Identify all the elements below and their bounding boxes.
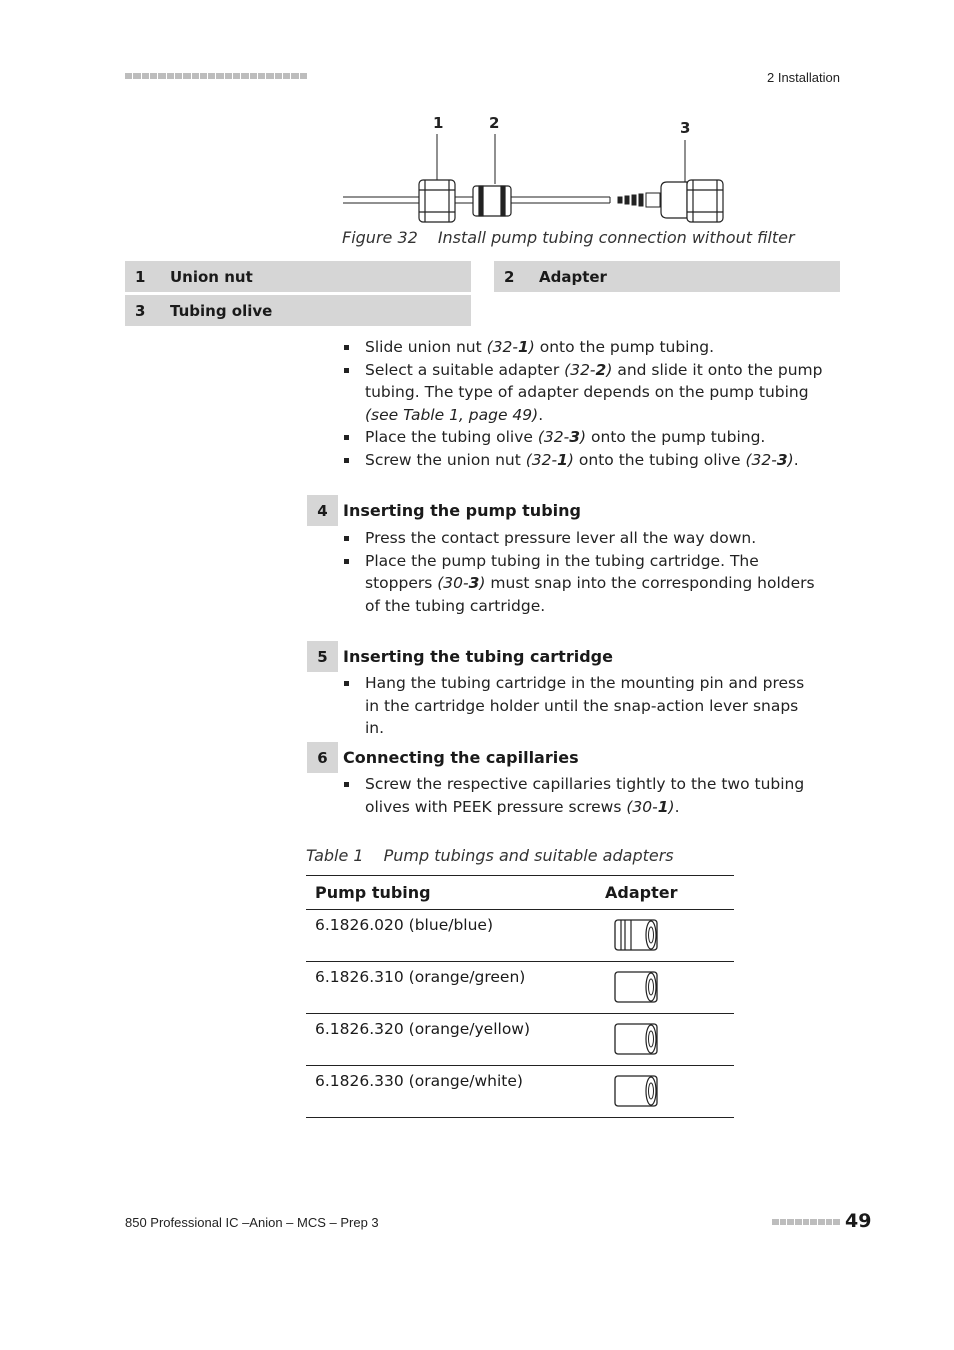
legend-item-adapter: [494, 261, 840, 292]
list-item: Slide union nut (32-1) onto the pump tubing.: [342, 336, 842, 359]
plain-adapter-icon: [613, 1022, 659, 1056]
list-item: Screw the respective capillaries tightly to the two tubing olives with PEEK pressure screws (30-1).: [342, 773, 822, 818]
step-4-bullet-list: [342, 527, 822, 617]
table-row: [306, 1065, 734, 1118]
plain-adapter-icon: [613, 1074, 659, 1108]
table-caption: [306, 846, 674, 865]
intro-bullet-list: [342, 336, 842, 471]
legend-item-tubing-olive: [125, 295, 471, 326]
table-row: [306, 961, 734, 1013]
step-number: 5: [307, 641, 338, 672]
adapter-cell: [605, 962, 734, 1013]
adapter-cell: [605, 1066, 734, 1117]
list-item: Hang the tubing cartridge in the mounting pin and press in the cartridge holder until the snap-action lever snaps in.: [342, 672, 822, 740]
legend-label: Adapter: [539, 267, 607, 286]
column-header-pump-tubing: Pump tubing: [315, 883, 431, 902]
step-heading-5: [307, 641, 613, 672]
step-title: Connecting the capillaries: [343, 748, 579, 767]
figure-caption-label: Figure 32: [342, 228, 418, 247]
step-number: 4: [307, 495, 338, 526]
legend-item-union-nut: [125, 261, 471, 292]
table-caption-label: Table 1: [306, 846, 364, 865]
grooved-adapter-icon: [613, 918, 659, 952]
plain-adapter-icon: [613, 970, 659, 1004]
header-decoration: [125, 72, 307, 80]
table-caption-text: Pump tubings and suitable adapters: [383, 846, 674, 865]
step-6-bullet-list: [342, 773, 822, 818]
table-cross-reference[interactable]: (see Table 1, page 49): [365, 405, 539, 424]
step-title: Inserting the pump tubing: [343, 501, 581, 520]
page-number: 49: [845, 1210, 872, 1232]
tubing-olive-drawing: [618, 193, 660, 207]
figure-caption-text: Install pump tubing connection without filter: [437, 228, 795, 247]
callout-1: 1: [433, 114, 444, 132]
tubing-middle: [455, 197, 473, 203]
running-header-section: 2 Installation: [767, 70, 840, 85]
callout-3: 3: [680, 119, 691, 137]
step-title: Inserting the tubing cartridge: [343, 647, 613, 666]
callout-2: 2: [489, 114, 500, 132]
footer-document-title: 850 Professional IC –Anion – MCS – Prep 3: [125, 1215, 379, 1230]
legend-number: 2: [504, 267, 515, 286]
pump-tubing-cell: 6.1826.020 (blue/blue): [315, 916, 494, 934]
step-number: 6: [307, 742, 338, 773]
footer-decoration: [772, 1218, 840, 1226]
pump-tubing-cell: 6.1826.330 (orange/white): [315, 1072, 523, 1090]
union-nut-right-drawing: [661, 180, 723, 222]
table-header-row: [306, 875, 734, 909]
tubing-right: [511, 197, 610, 203]
adapter-cell: [605, 1014, 734, 1065]
column-header-adapter: Adapter: [605, 883, 678, 902]
list-item: Place the pump tubing in the tubing cartridge. The stoppers (30-3) must snap into the corresponding holders of the tubing cartridge.: [342, 550, 822, 618]
pump-tubing-cell: 6.1826.320 (orange/yellow): [315, 1020, 531, 1038]
list-item: Select a suitable adapter (32-2) and slide it onto the pump tubing. The type of adapter depends on the pump tubing (see Table 1, page 49).: [342, 359, 842, 427]
list-item: Screw the union nut (32-1) onto the tubing olive (32-3).: [342, 449, 842, 472]
list-item: Press the contact pressure lever all the way down.: [342, 527, 822, 550]
table-row: [306, 1013, 734, 1065]
step-heading-6: [307, 742, 579, 773]
legend-number: 3: [135, 301, 146, 320]
list-item: Place the tubing olive (32-3) onto the pump tubing.: [342, 426, 842, 449]
step-heading-4: [307, 495, 581, 526]
legend-label: Union nut: [170, 267, 253, 286]
adapter-drawing: [473, 186, 511, 216]
legend-label: Tubing olive: [170, 301, 273, 320]
pump-tubing-cell: 6.1826.310 (orange/green): [315, 968, 526, 986]
step-5-bullet-list: [342, 672, 822, 740]
pump-tubing-left: [343, 197, 421, 203]
legend-number: 1: [135, 267, 146, 286]
table-row: [306, 909, 734, 961]
pump-tubing-connection-figure: [335, 108, 735, 230]
adapter-table: [306, 875, 734, 1118]
figure-caption: [342, 228, 795, 247]
union-nut-drawing: [419, 180, 455, 222]
adapter-cell: [605, 910, 734, 961]
